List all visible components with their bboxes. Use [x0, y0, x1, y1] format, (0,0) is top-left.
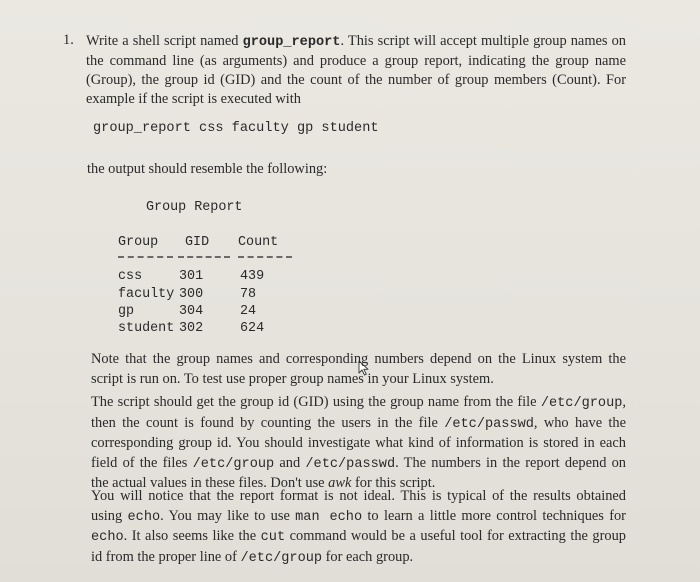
header-group: Group [118, 235, 159, 250]
file-path: /etc/passwd [444, 416, 534, 432]
report-title: Group Report [146, 200, 243, 215]
table-row-gid: 301 [179, 269, 204, 284]
header-count: Count [238, 235, 279, 250]
table-row-group: gp [118, 304, 135, 319]
header-gid: GID [185, 235, 210, 250]
table-row-count: 78 [240, 287, 257, 302]
table-row-count: 24 [240, 304, 257, 319]
dash-rule [238, 256, 292, 258]
table-row-gid: 300 [179, 287, 204, 302]
awk-term: awk [328, 475, 352, 491]
dash-rule [118, 256, 173, 258]
question-number: 1. [63, 32, 74, 48]
format-paragraph: You will notice that the report format is not ideal. This is typical of the results obtained using echo. You may like to use man echo to learn a little more control techniques for echo. It also seems like the cut command would be a useful tool for extracting the group id from the proper line of /etc/group for each group. [91, 488, 626, 566]
table-row-count: 624 [240, 321, 265, 336]
table-row-gid: 304 [179, 304, 204, 319]
example-command: group_report css faculty gp student [93, 121, 379, 136]
table-row-group: faculty [118, 287, 175, 302]
script-name: group_report [242, 35, 341, 50]
table-row-gid: 302 [179, 321, 204, 336]
resemble-text: the output should resemble the following: [87, 161, 328, 177]
table-row-count: 439 [240, 269, 265, 284]
file-path: /etc/group [192, 456, 275, 472]
dash-rule [178, 256, 230, 258]
question-intro: Write a shell script named group_report. This script will accept multiple group names on the command line (as arguments) and produce a group report, indicating the group name (Group), the group id (GID) and the count of the number of group members (Count). For example if the script is executed with [86, 33, 626, 107]
instructions-paragraph: The script should get the group id (GID) using the group name from the file /etc/group, then the count is found by counting the users in the file /etc/passwd, who have the corresponding group id. You should investigate what kind of information is stored in each field of the files /etc/group and /etc/passwd. The numbers in the report depend on the actual values in these files. Don't use awk for this script. [91, 394, 627, 491]
table-row-group: css [118, 269, 143, 284]
file-path: /etc/passwd [305, 456, 396, 472]
table-row-group: student [118, 321, 175, 336]
file-path: /etc/group [540, 396, 623, 411]
note-paragraph: Note that the group names and corresponding numbers depend on the Linux system the script is run on. To test use proper group names in your Linux system. [91, 351, 626, 387]
file-path: /etc/group [240, 550, 323, 566]
